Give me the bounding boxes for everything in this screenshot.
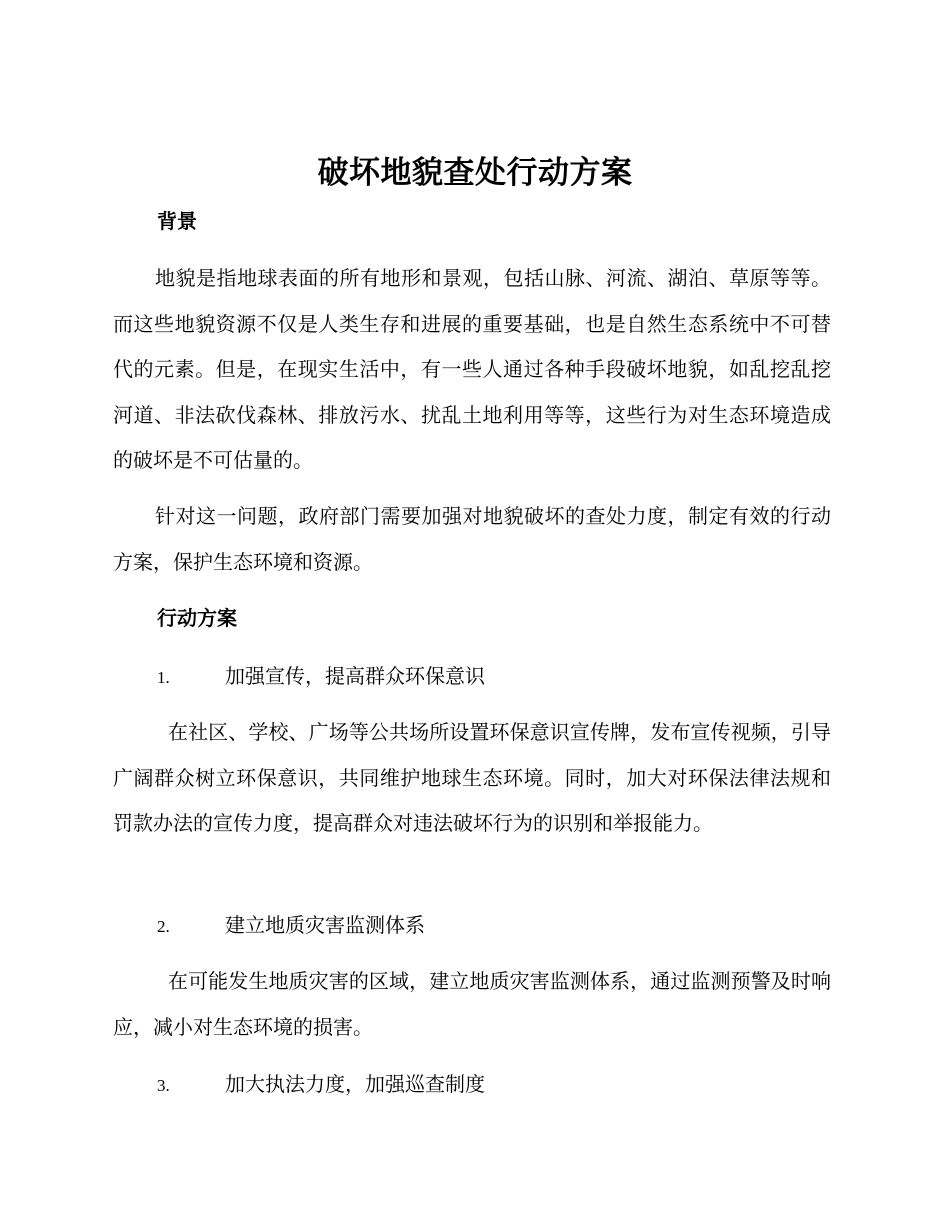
plan-item-1-body: 在社区、学校、广场等公共场所设置环保意识宣传牌，发布宣传视频，引导广阔群众树立环保意识，共同维护地球生态环境。同时，加大对环保法律法规和罚款办法的宣传力度，提高群众对违法破坏行为的识别和举报能力。 (113, 720, 831, 835)
list-item-title: 加强宣传，提高群众环保意识 (225, 664, 485, 688)
plan-heading: 行动方案 (157, 606, 237, 630)
list-number: 2. (157, 917, 170, 936)
plan-item-1 (157, 661, 485, 691)
list-item-title: 加大执法力度，加强巡查制度 (225, 1072, 485, 1096)
plan-item-3 (157, 1069, 485, 1099)
list-number: 3. (157, 1076, 170, 1095)
list-number: 1. (157, 668, 170, 687)
document-title: 破坏地貌查处行动方案 (317, 155, 633, 191)
plan-item-2 (157, 910, 425, 940)
background-paragraph-1: 地貌是指地球表面的所有地形和景观，包括山脉、河流、湖泊、草原等等。而这些地貌资源不仅是人类生存和进展的重要基础，也是自然生态系统中不可替代的元素。但是，在现实生活中，有一些人通过各种手段破坏地貌，如乱挖乱挖河道、非法砍伐森林、排放污水、扰乱土地利用等等，这些行为对生态环境造成的破坏是不可估量的。 (113, 266, 831, 472)
plan-item-2-body: 在可能发生地质灾害的区域，建立地质灾害监测体系，通过监测预警及时响应，减小对生态环境的损害。 (113, 969, 831, 1039)
list-item-title: 建立地质灾害监测体系 (225, 913, 425, 937)
background-heading: 背景 (157, 209, 197, 233)
background-paragraph-2: 针对这一问题，政府部门需要加强对地貌破坏的查处力度，制定有效的行动方案，保护生态环境和资源。 (113, 504, 831, 574)
